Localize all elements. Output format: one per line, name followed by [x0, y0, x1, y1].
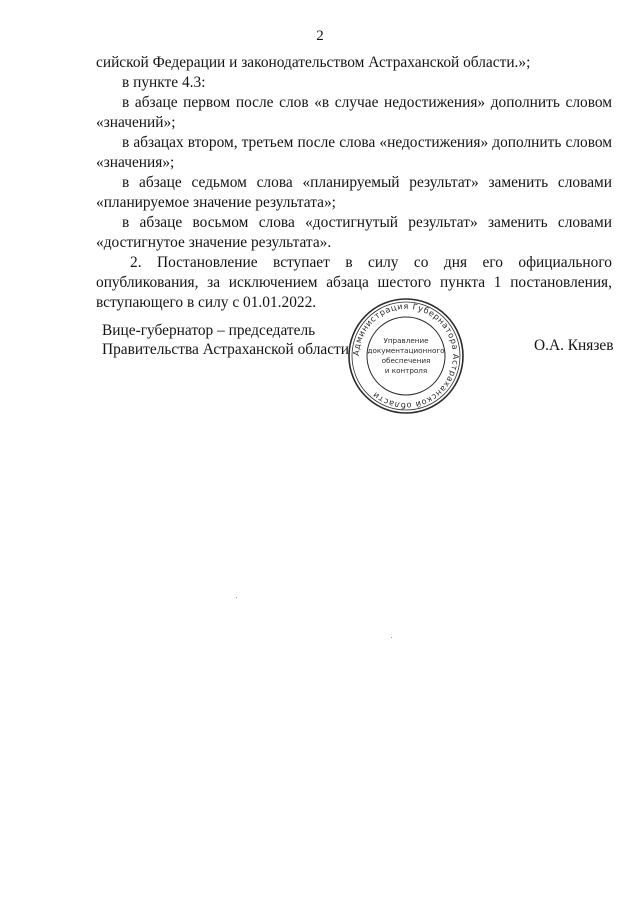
stamp-center-line2: документационного: [367, 346, 445, 355]
paragraph-clause-4-3: в пункте 4.3:: [122, 74, 206, 91]
paragraph-amendment-first: в абзаце первом после слов «в случае недостижения» дополнить словом «значений»;: [96, 94, 612, 131]
paragraph-continuation: сийской Федерации и законодательством Астраханской области.»;: [96, 54, 531, 71]
paragraph-effective-date: 2. Постановление вступает в силу со дня его официального опубликования, за исключением абзаца шестого пункта 1 постановления, вступающего в силу с 01.01.2022.: [96, 254, 612, 311]
stamp-ring-text: Администрация Губернатора Астраханской области: [350, 300, 462, 412]
official-stamp: [342, 296, 470, 414]
signatory-title-line1: Вице-губернатор – председатель: [102, 322, 316, 339]
document-body: [96, 53, 612, 313]
signatory-title-line2: Правительства Астраханской области: [102, 341, 350, 358]
stamp-center-line1: Управление: [383, 336, 429, 345]
signatory-title: [102, 321, 349, 359]
paragraph-amendment-second-third: в абзацах втором, третьем после слова «недостижения» дополнить словом «значения»;: [96, 134, 612, 171]
scan-speck: [236, 597, 237, 598]
page-number: 2: [316, 28, 324, 44]
stamp-center-line4: и контроля: [384, 366, 428, 375]
paragraph-amendment-eighth: в абзаце восьмом слова «достигнутый результат» заменить словами «достигнутое значение результата».: [96, 214, 612, 251]
signatory-name: О.А. Князев: [534, 337, 614, 354]
scan-speck: [391, 637, 392, 638]
stamp-center-line3: обеспечения: [381, 356, 431, 365]
stamp-graphic: [342, 296, 470, 414]
paragraph-amendment-seventh: в абзаце седьмом слова «планируемый результат» заменить словами «планируемое значение результата»;: [96, 174, 612, 211]
